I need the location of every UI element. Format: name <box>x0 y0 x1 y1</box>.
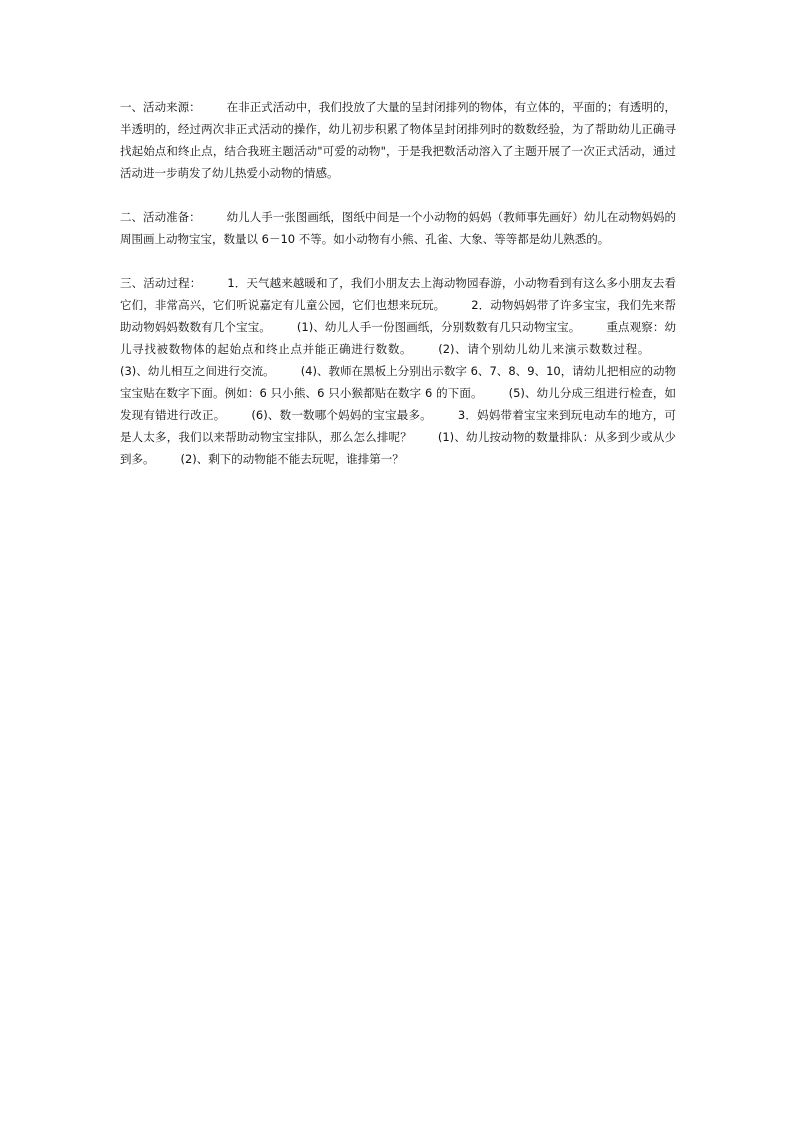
section-text: 1．天气越来越暖和了，我们小朋友去上海动物园春游，小动物看到有这么多小朋友去看它们，非常高兴，它们听说嘉定有儿童公园，它们也想来玩玩。 <box>120 276 677 312</box>
section-text: 2．动物妈妈带了许多宝宝，我们先来帮助动物妈妈数数有几个宝宝。 <box>120 298 676 334</box>
section-text: (5)、幼儿分成三组进行检查，如发现有错进行改正。 <box>120 386 676 422</box>
section-text: (6)、数一数哪个妈妈的宝宝最多。 <box>251 408 432 422</box>
section-text: (1)、幼儿按动物的数量排队：从多到少或从少到多。 <box>120 430 676 466</box>
section-text: 在非正式活动中，我们投放了大量的呈封闭排列的物体，有立体的，平面的；有透明的，半透明的，经过两次非正式活动的操作，幼儿初步积累了物体呈封闭排列时的数数经验，为了帮助幼儿正确寻找起始点和终止点，结合我班主题活动"可爱的动物"，于是我把数活动溶入了主题开展了一次正式活动，通过活动进一步萌发了幼儿热爱小动物的情感。 <box>120 100 676 180</box>
section-heading: 三、活动过程： <box>120 276 202 290</box>
section-text: (3)、幼儿相互之间进行交流。 <box>120 364 275 378</box>
section-activity-preparation <box>120 206 676 250</box>
section-text: 3．妈妈带着宝宝来到玩电动车的地方，可是人太多，我们以来帮助动物宝宝排队，那么怎么排呢？ <box>120 408 676 444</box>
section-text: (4)、教师在黑板上分别出示数字 6、7、8、9、10，请幼儿把相应的动物宝宝贴在数字下面。例如：6 只小熊、6 只小猴都贴在数字 6 的下面。 <box>120 364 677 400</box>
section-heading: 二、活动准备： <box>120 210 201 224</box>
document-body <box>120 96 676 492</box>
section-text: 重点观察：幼儿寻找被数物体的起始点和终止点并能正确进行数数。 <box>120 320 676 356</box>
section-text: 幼儿人手一张图画纸，图纸中间是一个小动物的妈妈（教师事先画好）幼儿在动物妈妈的周围画上动物宝宝，数量以 6－10 不等。如小动物有小熊、孔雀、大象、等等都是幼儿熟悉的。 <box>120 210 676 246</box>
section-text: (2)、请个别幼儿幼儿来演示数数过程。 <box>438 342 650 356</box>
section-text: (1)、幼儿人手一份图画纸，分别数数有几只动物宝宝。 <box>296 320 581 334</box>
section-text: (2)、剩下的动物能不能去玩呢，谁排第一？ <box>180 452 404 466</box>
section-heading: 一、活动来源： <box>120 100 201 114</box>
section-activity-source <box>120 96 676 184</box>
section-activity-process <box>120 272 676 470</box>
